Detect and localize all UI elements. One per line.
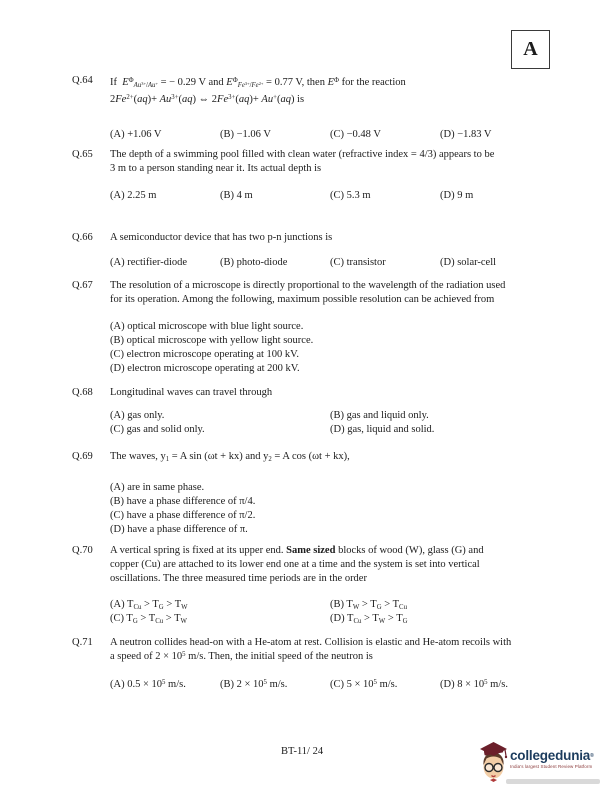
options-group [110,678,572,692]
option: (B) 4 m [220,190,253,201]
option: (A) are in same phase. [110,482,205,493]
option: (B) $2 \times 10^5$ m/s. [220,679,288,690]
option: (A) 2.25 m [110,190,157,201]
question-text-line: The depth of a swimming pool filled with clean water (refractive index = 4/3) appears to be [110,149,495,160]
option: (D) −1.83 V [440,129,492,140]
option: (C) $T_G > T_{Cu} > T_W$ [110,613,187,625]
option: (B) photo-diode [220,257,288,268]
option: (D) solar-cell [440,257,497,268]
question-q71 [72,636,572,692]
collegedunia-logo [479,741,609,783]
option: (B) −1.06 V [220,129,271,140]
question-text-line: Longitudinal waves can travel through [110,387,273,398]
options-group [110,409,572,437]
version-box [511,30,550,69]
footer-code: BT-11/ 24 [281,746,324,757]
logo-brand-text [510,749,594,763]
option: (C) −0.48 V [330,129,381,140]
question-q70 [72,544,572,626]
option: (D) electron microscope operating at 200 kV. [110,363,300,374]
question-q69 [72,450,572,537]
option: (D) gas, liquid and solid. [330,424,435,435]
option: (D) $8 \times 10^5$ m/s. [440,679,508,690]
option: (C) electron microscope operating at 100 kV. [110,349,300,360]
question-number: Q.71 [72,637,93,648]
options-group [110,320,572,376]
question-text-line: A semiconductor device that has two p-n junctions is [110,232,333,243]
option: (C) $5 \times 10^5$ m/s. [330,679,398,690]
option: (C) transistor [330,257,386,268]
question-text-line: copper (Cu) are attached to its lower end one at a time and the system is set into vertical [110,559,480,570]
option: (B) gas and liquid only. [330,410,429,421]
question-q64 [72,74,572,142]
logo-text-block [510,741,594,770]
options-group [110,598,572,626]
mascot-icon [479,741,508,783]
option: (B) $T_W > T_G > T_{Cu}$ [330,599,407,611]
question-text-line: oscillations. The three measured time periods are in the order [110,573,367,584]
option: (D) have a phase difference of π. [110,524,248,535]
question-number: Q.67 [72,280,93,291]
option: (A) rectifier-diode [110,257,188,268]
question-text-line: $2Fe^{2+}(aq)+ Au^{3+}(aq)$ ⇔ $2Fe^{3+}(aq)+ Au^+(aq)$ is [110,94,305,105]
question-text-line: If $E^\Phi_{Au^{3+}/Au^+}$ = − 0.29 V and $E^\Phi_{Fe^{3+}/Fe^{2+}} = 0.77$ V, then $E^\Phi$ for the reaction [110,77,406,89]
option: (A) +1.06 V [110,129,162,140]
question-q68 [72,386,572,437]
logo-tagline: India's largest Student Review Platform [510,764,593,769]
option: (A) $0.5 \times 10^5$ m/s. [110,679,186,690]
logo-underline-bar [506,779,600,784]
version-label: A [523,38,538,60]
question-text-line: a speed of $2 \times 10^5$ m/s. Then, the initial speed of the neutron is [110,651,373,662]
logo-brand-word: collegedunia [510,748,591,763]
question-number: Q.68 [72,387,93,398]
question-text-line: 3 m to a person standing near it. Its actual depth is [110,163,322,174]
option: (B) have a phase difference of π/4. [110,496,256,507]
options-group [110,481,572,537]
option: (C) gas and solid only. [110,424,205,435]
question-number: Q.66 [72,232,93,243]
question-text-line: The waves, $y_1 = A$ sin (ωt + kx) and $y_2 = A$ cos (ωt + kx), [110,451,350,463]
registered-mark-icon: ® [590,753,594,759]
option: (A) optical microscope with blue light source. [110,321,304,332]
question-q67 [72,279,572,376]
question-number: Q.70 [72,545,93,556]
question-text-line: The resolution of a microscope is directly proportional to the wavelength of the radiation used [110,280,506,291]
options-group [110,189,572,203]
question-q65 [72,148,572,203]
question-number: Q.64 [72,75,93,86]
question-number: Q.69 [72,451,93,462]
question-text-line: A neutron collides head-on with a He-atom at rest. Collision is elastic and He-atom recoils with [110,637,512,648]
question-text-line: A vertical spring is fixed at its upper end. Same sized blocks of wood (W), glass (G) and [110,545,484,556]
option: (B) optical microscope with yellow light source. [110,335,314,346]
option: (D) 9 m [440,190,474,201]
question-text-line: for its operation. Among the following, maximum possible resolution can be achieved from [110,294,495,305]
option: (A) $T_{Cu} > T_G > T_W$ [110,599,188,611]
option: (A) gas only. [110,410,165,421]
option: (C) have a phase difference of π/2. [110,510,256,521]
options-group [110,128,572,142]
question-q66 [72,231,572,270]
options-group [110,256,572,270]
question-number: Q.65 [72,149,93,160]
option: (D) $T_{Cu} > T_W > T_G$ [330,613,408,625]
option: (C) 5.3 m [330,190,371,201]
